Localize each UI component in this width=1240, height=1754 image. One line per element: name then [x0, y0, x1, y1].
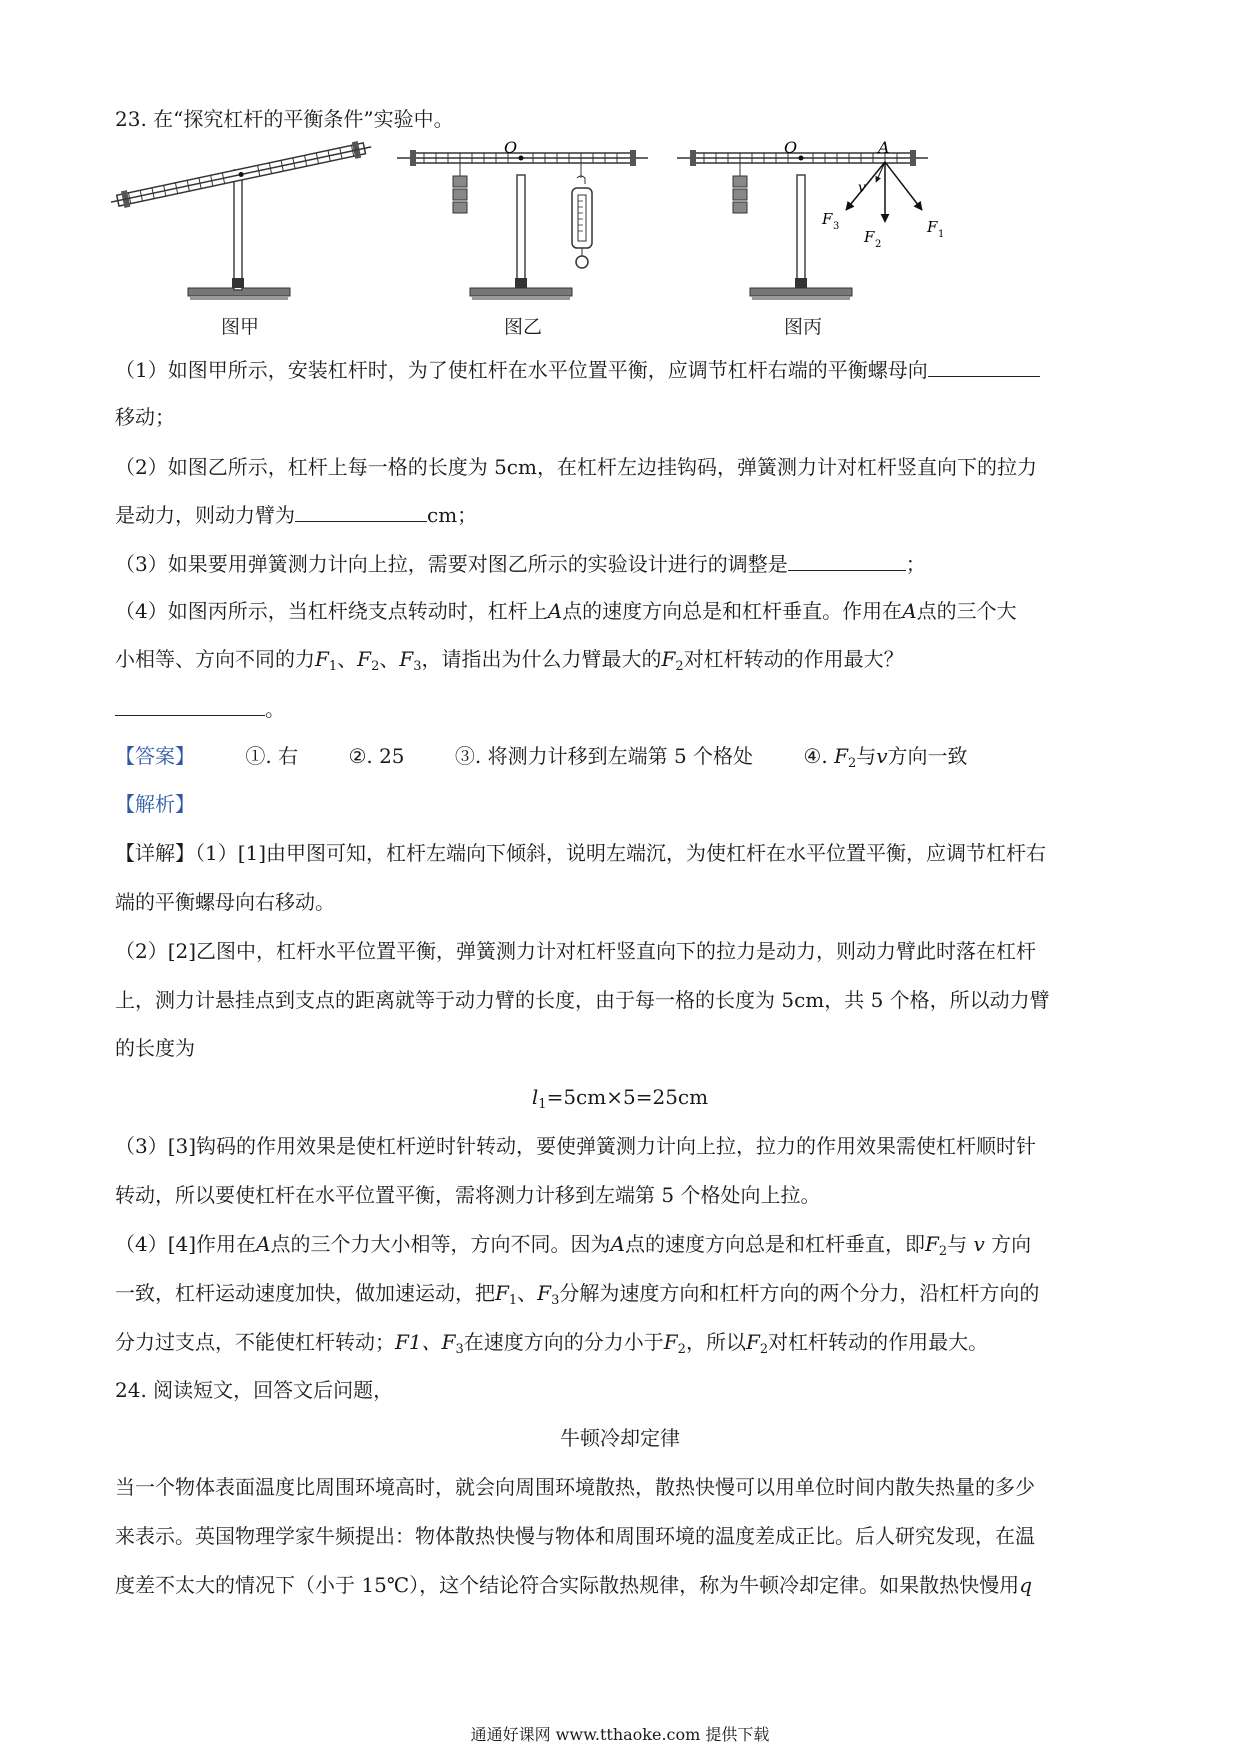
caption-bing: 图丙: [783, 316, 822, 338]
article-p2: 来表示。英国物理学家牛频提出：物体散热快慢与物体和周围环境的温度差成正比。后人研究发现，在温: [115, 1524, 1035, 1548]
q23-part2-cont: 是动力，则动力臂为 cm；: [115, 503, 478, 527]
detail-1a: 【详解】（1）[1]由甲图可知，杠杆左端向下倾斜，说明左端沉，为使杠杆在水平位置平衡，应调节杠杆右: [115, 841, 1047, 865]
question-23-title: 23. 在“探究杠杆的平衡条件”实验中。: [115, 107, 454, 131]
detail-1b: 端的平衡螺母向右移动。: [115, 890, 335, 914]
figure-jia: [109, 140, 373, 300]
formula: $l_1=5cm\times 5=25cm$: [531, 1085, 709, 1112]
answer-blank-1[interactable]: [928, 356, 1040, 377]
q23-part1-cont: 移动；: [115, 405, 175, 429]
article-p1: 当一个物体表面温度比周围环境高时，就会向周围环境散热，散热快慢可以用单位时间内散失热量的多少: [115, 1475, 1035, 1499]
force-f2-label: F: [864, 228, 875, 246]
footer-source: 通通好课网 www.tthaoke.com 提供下载: [470, 1725, 770, 1744]
figure-yi: [397, 140, 648, 300]
article-heading: 牛顿冷却定律: [560, 1426, 680, 1450]
caption-yi: 图乙: [503, 316, 542, 338]
detail-3b: 转动，所以要使杠杆在水平位置平衡，需将测力计移到左端第 5 个格处向上拉。: [115, 1183, 821, 1207]
force-f3-sub: 3: [833, 221, 840, 232]
detail-2b: 上，测力计悬挂点到支点的距离就等于动力臂的长度，由于每一格的长度为 5cm，共 5 个格，所以动力臂: [115, 988, 1050, 1012]
fulcrum-label-o: O: [784, 140, 798, 157]
answer-blank-2[interactable]: [295, 501, 427, 522]
force-f1-sub: 1: [938, 229, 945, 240]
q23-part1: （1）如图甲所示，安装杠杆时，为了使杠杆在水平位置平衡，应调节杠杆右端的平衡螺母向: [115, 356, 1040, 383]
q23-part2: （2）如图乙所示，杠杆上每一格的长度为 5cm，在杠杆左边挂钩码，弹簧测力计对杠杆竖直向下的拉力: [115, 455, 1037, 479]
q23-part4-blank: 。: [115, 695, 285, 722]
question-24-title: 24. 阅读短文，回答文后问题，: [115, 1378, 394, 1402]
q23-part4: （4）如图丙所示，当杠杆绕支点转动时，杠杆上A点的速度方向总是和杠杆垂直。作用在A点的三个大: [115, 599, 1017, 623]
q23-part3: （3）如果要用弹簧测力计向上拉，需要对图乙所示的实验设计进行的调整是 ；: [115, 552, 926, 576]
q23-part4-cont: 小相等、方向不同的力$F_1$、$F_2$、$F_3$，请指出为什么力臂最大的$F_2$对杠杆转动的作用最大？: [115, 647, 904, 674]
force-f2-sub: 2: [875, 239, 882, 250]
answer-blank-3[interactable]: [788, 550, 906, 571]
detail-4a: （4）[4]作用在A点的三个力大小相等，方向不同。因为A点的速度方向总是和杠杆垂直，即$F_2$与 v 方向: [115, 1232, 1032, 1259]
analysis-label: 【解析】: [115, 792, 195, 816]
fulcrum-label-o: O: [504, 140, 518, 157]
detail-4c: 分力过支点，不能使杠杆转动；F1、$F_3$在速度方向的分力小于$F_2$，所以$F_2$对杠杆转动的作用最大。: [115, 1330, 989, 1357]
answer-blank-4[interactable]: [115, 695, 265, 716]
article-p3: 度差不太大的情况下（小于 15℃），这个结论符合实际散热规律，称为牛顿冷却定律。如果散热快慢用q: [115, 1573, 1032, 1597]
detail-2a: （2）[2]乙图中，杠杆水平位置平衡，弹簧测力计对杠杆竖直向下的拉力是动力，则动力臂此时落在杠杆: [115, 939, 1037, 963]
figure-bing: [677, 140, 944, 300]
point-label-a: A: [878, 140, 890, 157]
detail-2c: 的长度为: [115, 1036, 195, 1060]
velocity-label: v: [858, 180, 866, 196]
detail-3a: （3）[3]钩码的作用效果是使杠杆逆时针转动，要使弹簧测力计向上拉，拉力的作用效果需使杠杆顺时针: [115, 1134, 1037, 1158]
force-f3-label: F: [822, 210, 833, 228]
answer-line: 【答案】 ①. 右 ②. 25 ③. 将测力计移到左端第 5 个格处 ④. $F_2$与v方向一致: [115, 744, 968, 771]
answer-label: 【答案】: [115, 744, 195, 768]
lever-figures: [0, 140, 1240, 440]
force-f1-label: F: [927, 218, 938, 236]
caption-jia: 图甲: [220, 316, 259, 338]
detail-4b: 一致，杠杆运动速度加快，做加速运动，把$F_1$、$F_3$分解为速度方向和杠杆方向的两个分力，沿杠杆方向的: [115, 1281, 1040, 1308]
